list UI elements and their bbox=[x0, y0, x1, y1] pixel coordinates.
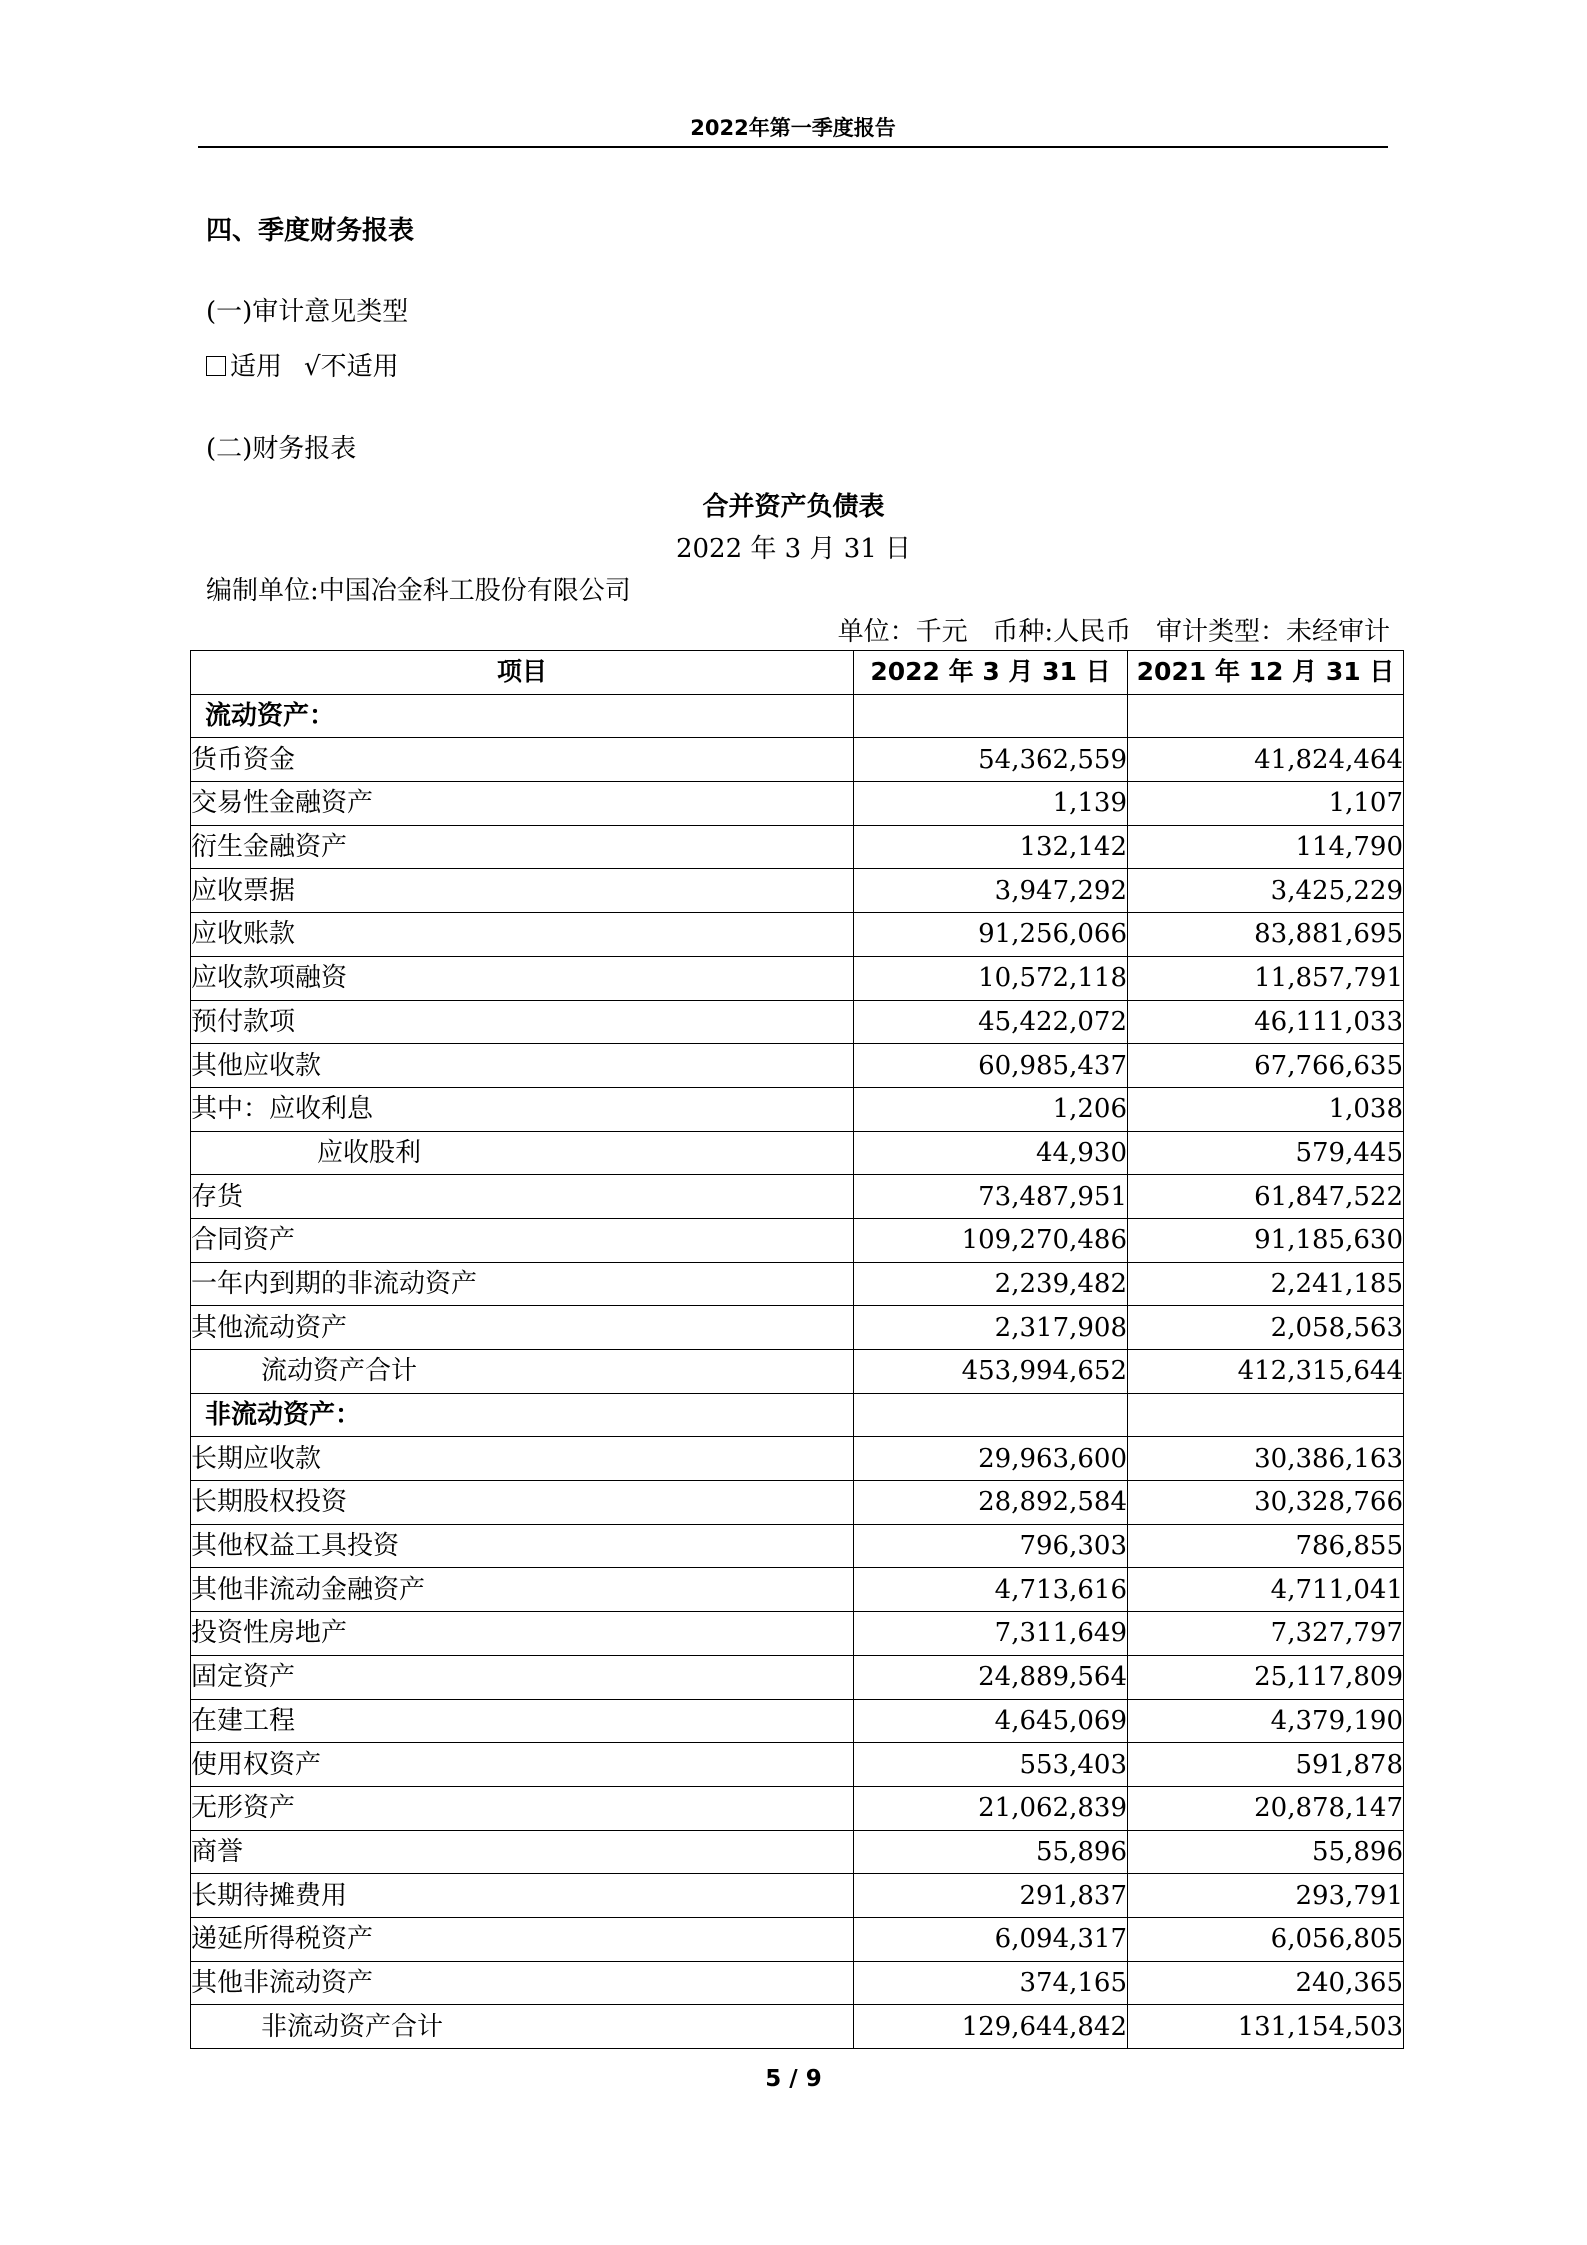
row-label: 非流动资产： bbox=[191, 1393, 854, 1437]
table-row bbox=[191, 1000, 1404, 1044]
table-row bbox=[191, 1044, 1404, 1088]
table-row bbox=[191, 1612, 1404, 1656]
value-2021: 412,315,644 bbox=[1128, 1350, 1404, 1394]
table-header-row bbox=[191, 651, 1404, 695]
value-2022: 4,713,616 bbox=[854, 1568, 1128, 1612]
header-divider bbox=[198, 146, 1388, 148]
value-2022: 91,256,066 bbox=[854, 913, 1128, 957]
value-2022: 73,487,951 bbox=[854, 1175, 1128, 1219]
value-2021: 55,896 bbox=[1128, 1830, 1404, 1874]
value-2022: 2,239,482 bbox=[854, 1262, 1128, 1306]
not-applicable-label: 不适用 bbox=[320, 352, 399, 382]
value-2021 bbox=[1128, 694, 1404, 738]
value-2022: 796,303 bbox=[854, 1524, 1128, 1568]
table-row bbox=[191, 1393, 1404, 1437]
value-2021: 293,791 bbox=[1128, 1874, 1404, 1918]
value-2022: 29,963,600 bbox=[854, 1437, 1128, 1481]
table-row bbox=[191, 1437, 1404, 1481]
table-row bbox=[191, 1917, 1404, 1961]
value-2021: 83,881,695 bbox=[1128, 913, 1404, 957]
value-2022: 2,317,908 bbox=[854, 1306, 1128, 1350]
row-label: 一年内到期的非流动资产 bbox=[191, 1262, 854, 1306]
value-2022: 1,139 bbox=[854, 782, 1128, 826]
value-2021: 4,379,190 bbox=[1128, 1699, 1404, 1743]
table-row bbox=[191, 1481, 1404, 1525]
row-label: 其他非流动资产 bbox=[191, 1961, 854, 2005]
column-header-item: 项目 bbox=[191, 651, 854, 695]
row-label: 其他权益工具投资 bbox=[191, 1524, 854, 1568]
report-header-title: 2022年第一季度报告 bbox=[690, 116, 896, 140]
row-label: 其他流动资产 bbox=[191, 1306, 854, 1350]
value-2022 bbox=[854, 694, 1128, 738]
financial-statements-title: (二)财务报表 bbox=[206, 434, 357, 464]
value-2021: 786,855 bbox=[1128, 1524, 1404, 1568]
balance-sheet-date: 2022 年 3 月 31 日 bbox=[675, 534, 912, 564]
value-2021: 2,058,563 bbox=[1128, 1306, 1404, 1350]
table-row bbox=[191, 1175, 1404, 1219]
table-row bbox=[191, 1218, 1404, 1262]
value-2021: 1,107 bbox=[1128, 782, 1404, 826]
value-2022 bbox=[854, 1393, 1128, 1437]
row-label: 应收股利 bbox=[191, 1131, 854, 1175]
value-2022: 44,930 bbox=[854, 1131, 1128, 1175]
row-label: 固定资产 bbox=[191, 1655, 854, 1699]
value-2021: 3,425,229 bbox=[1128, 869, 1404, 913]
value-2021: 67,766,635 bbox=[1128, 1044, 1404, 1088]
table-row bbox=[191, 1568, 1404, 1612]
unit-currency-audit-line: 单位：千元 币种:人民币 审计类型：未经审计 bbox=[837, 617, 1390, 647]
table-row bbox=[191, 2005, 1404, 2049]
value-2022: 132,142 bbox=[854, 825, 1128, 869]
value-2022: 60,985,437 bbox=[854, 1044, 1128, 1088]
value-2021: 91,185,630 bbox=[1128, 1218, 1404, 1262]
table-row bbox=[191, 1087, 1404, 1131]
value-2021: 30,328,766 bbox=[1128, 1481, 1404, 1525]
table-row bbox=[191, 1874, 1404, 1918]
value-2022: 129,644,842 bbox=[854, 2005, 1128, 2049]
audit-opinion-title: (一)审计意见类型 bbox=[206, 297, 409, 327]
value-2021 bbox=[1128, 1393, 1404, 1437]
value-2022: 374,165 bbox=[854, 1961, 1128, 2005]
value-2022: 1,206 bbox=[854, 1087, 1128, 1131]
table-row bbox=[191, 1262, 1404, 1306]
table-row bbox=[191, 1131, 1404, 1175]
value-2021: 25,117,809 bbox=[1128, 1655, 1404, 1699]
balance-sheet-table bbox=[190, 650, 1404, 2049]
row-label: 流动资产合计 bbox=[191, 1350, 854, 1394]
table-row bbox=[191, 1743, 1404, 1787]
value-2022: 10,572,118 bbox=[854, 956, 1128, 1000]
row-label: 长期待摊费用 bbox=[191, 1874, 854, 1918]
value-2021: 591,878 bbox=[1128, 1743, 1404, 1787]
value-2021: 240,365 bbox=[1128, 1961, 1404, 2005]
table-row bbox=[191, 1961, 1404, 2005]
value-2022: 28,892,584 bbox=[854, 1481, 1128, 1525]
preparer-line: 编制单位:中国冶金科工股份有限公司 bbox=[206, 576, 631, 606]
row-label: 投资性房地产 bbox=[191, 1612, 854, 1656]
value-2021: 1,038 bbox=[1128, 1087, 1404, 1131]
value-2021: 579,445 bbox=[1128, 1131, 1404, 1175]
row-label: 商誉 bbox=[191, 1830, 854, 1874]
audit-opinion-options bbox=[206, 346, 399, 383]
value-2022: 3,947,292 bbox=[854, 869, 1128, 913]
row-label: 其他应收款 bbox=[191, 1044, 854, 1088]
table-row bbox=[191, 1524, 1404, 1568]
table-row bbox=[191, 956, 1404, 1000]
value-2021: 30,386,163 bbox=[1128, 1437, 1404, 1481]
table-row bbox=[191, 782, 1404, 826]
row-label: 预付款项 bbox=[191, 1000, 854, 1044]
table-row bbox=[191, 913, 1404, 957]
value-2021: 7,327,797 bbox=[1128, 1612, 1404, 1656]
value-2022: 553,403 bbox=[854, 1743, 1128, 1787]
table-row bbox=[191, 1655, 1404, 1699]
table-row bbox=[191, 869, 1404, 913]
value-2021: 20,878,147 bbox=[1128, 1786, 1404, 1830]
value-2022: 55,896 bbox=[854, 1830, 1128, 1874]
table-row bbox=[191, 1699, 1404, 1743]
row-label: 长期应收款 bbox=[191, 1437, 854, 1481]
row-label: 应收票据 bbox=[191, 869, 854, 913]
table-row bbox=[191, 738, 1404, 782]
value-2021: 61,847,522 bbox=[1128, 1175, 1404, 1219]
value-2022: 453,994,652 bbox=[854, 1350, 1128, 1394]
value-2022: 7,311,649 bbox=[854, 1612, 1128, 1656]
balance-sheet-title: 合并资产负债表 bbox=[702, 492, 885, 522]
row-label: 应收款项融资 bbox=[191, 956, 854, 1000]
value-2022: 6,094,317 bbox=[854, 1917, 1128, 1961]
value-2021: 11,857,791 bbox=[1128, 956, 1404, 1000]
value-2022: 21,062,839 bbox=[854, 1786, 1128, 1830]
row-label: 合同资产 bbox=[191, 1218, 854, 1262]
checkbox-empty-icon bbox=[206, 356, 226, 376]
page-number: 5 / 9 bbox=[765, 2066, 822, 2092]
row-label: 使用权资产 bbox=[191, 1743, 854, 1787]
row-label: 流动资产： bbox=[191, 694, 854, 738]
value-2021: 114,790 bbox=[1128, 825, 1404, 869]
value-2021: 46,111,033 bbox=[1128, 1000, 1404, 1044]
table-row bbox=[191, 1306, 1404, 1350]
table-row bbox=[191, 825, 1404, 869]
row-label: 其中：应收利息 bbox=[191, 1087, 854, 1131]
row-label: 其他非流动金融资产 bbox=[191, 1568, 854, 1612]
table-row bbox=[191, 694, 1404, 738]
row-label: 交易性金融资产 bbox=[191, 782, 854, 826]
value-2021: 6,056,805 bbox=[1128, 1917, 1404, 1961]
value-2022: 54,362,559 bbox=[854, 738, 1128, 782]
row-label: 递延所得税资产 bbox=[191, 1917, 854, 1961]
value-2021: 41,824,464 bbox=[1128, 738, 1404, 782]
row-label: 应收账款 bbox=[191, 913, 854, 957]
row-label: 衍生金融资产 bbox=[191, 825, 854, 869]
table-row bbox=[191, 1830, 1404, 1874]
applicable-label: 适用 bbox=[230, 352, 283, 382]
value-2021: 131,154,503 bbox=[1128, 2005, 1404, 2049]
table-row bbox=[191, 1786, 1404, 1830]
value-2022: 45,422,072 bbox=[854, 1000, 1128, 1044]
row-label: 存货 bbox=[191, 1175, 854, 1219]
value-2021: 4,711,041 bbox=[1128, 1568, 1404, 1612]
row-label: 非流动资产合计 bbox=[191, 2005, 854, 2049]
column-header-2021: 2021 年 12 月 31 日 bbox=[1128, 651, 1404, 695]
checkmark-icon: √ bbox=[304, 352, 321, 382]
row-label: 货币资金 bbox=[191, 738, 854, 782]
row-label: 无形资产 bbox=[191, 1786, 854, 1830]
value-2022: 109,270,486 bbox=[854, 1218, 1128, 1262]
column-header-2022: 2022 年 3 月 31 日 bbox=[854, 651, 1128, 695]
section-title: 四、季度财务报表 bbox=[206, 216, 415, 246]
row-label: 长期股权投资 bbox=[191, 1481, 854, 1525]
value-2022: 291,837 bbox=[854, 1874, 1128, 1918]
value-2022: 4,645,069 bbox=[854, 1699, 1128, 1743]
row-label: 在建工程 bbox=[191, 1699, 854, 1743]
table-row bbox=[191, 1350, 1404, 1394]
value-2021: 2,241,185 bbox=[1128, 1262, 1404, 1306]
value-2022: 24,889,564 bbox=[854, 1655, 1128, 1699]
